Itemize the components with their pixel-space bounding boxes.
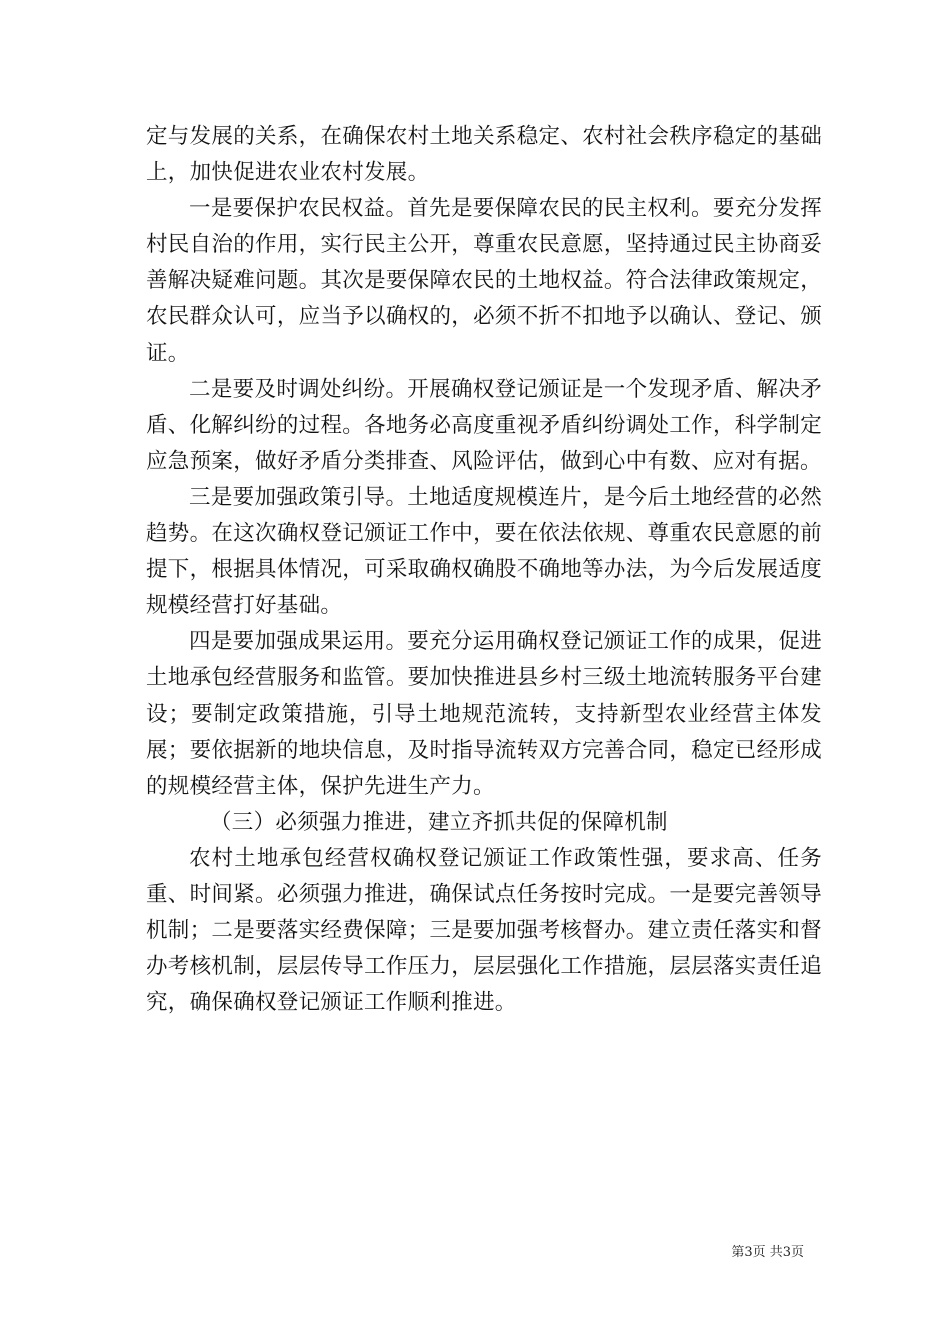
page-number: 第3页 共3页 bbox=[731, 1245, 804, 1260]
paragraph-guarantee-mechanism: 农村土地承包经营权确权登记颁证工作政策性强，要求高、任务重、时间紧。必须强力推进，确保试点任务按时完成。一是要完善领导机制；二是要落实经费保障；三是要加强考核督办。建立责任落实和督办考核机制，层层传导工作压力，层层强化工作措施，层层落实责任追究，确保确权登记颁证工作顺利推进。 bbox=[146, 845, 822, 1016]
paragraph-policy-guidance: 三是要加强政策引导。土地适度规模连片，是今后土地经营的必然趋势。在这次确权登记颁证工作中，要在依法依规、尊重农民意愿的前提下，根据具体情况，可采取确权确股不确地等办法，为今后发展适度规模经营打好基础。 bbox=[146, 484, 822, 619]
paragraph-resolve-disputes: 二是要及时调处纠纷。开展确权登记颁证是一个发现矛盾、解决矛盾、化解纠纷的过程。各地务必高度重视矛盾纠纷调处工作，科学制定应急预案，做好矛盾分类排查、风险评估，做到心中有数、应对有据。 bbox=[146, 376, 822, 474]
section-heading: （三）必须强力推进，建立齐抓共促的保障机制 bbox=[210, 809, 668, 835]
paragraph-use-results: 四是要加强成果运用。要充分运用确权登记颁证工作的成果，促进土地承包经营服务和监管。要加快推进县乡村三级土地流转服务平台建设；要制定政策措施，引导土地规范流转，支持新型农业经营主体发展；要依据新的地块信息，及时指导流转双方完善合同，稳定已经形成的规模经营主体，保护先进生产力。 bbox=[146, 629, 822, 799]
paragraph-protect-farmer-rights: 一是要保护农民权益。首先是要保障农民的民主权利。要充分发挥村民自治的作用，实行民主公开，尊重农民意愿，坚持通过民主协商妥善解决疑难问题。其次是要保障农民的土地权益。符合法律政策规定，农民群众认可，应当予以确权的，必须不折不扣地予以确认、登记、颁证。 bbox=[146, 196, 822, 366]
document-body bbox=[146, 119, 822, 1021]
paragraph-continuation: 定与发展的关系，在确保农村土地关系稳定、农村社会秩序稳定的基础上，加快促进农业农村发展。 bbox=[146, 124, 822, 186]
